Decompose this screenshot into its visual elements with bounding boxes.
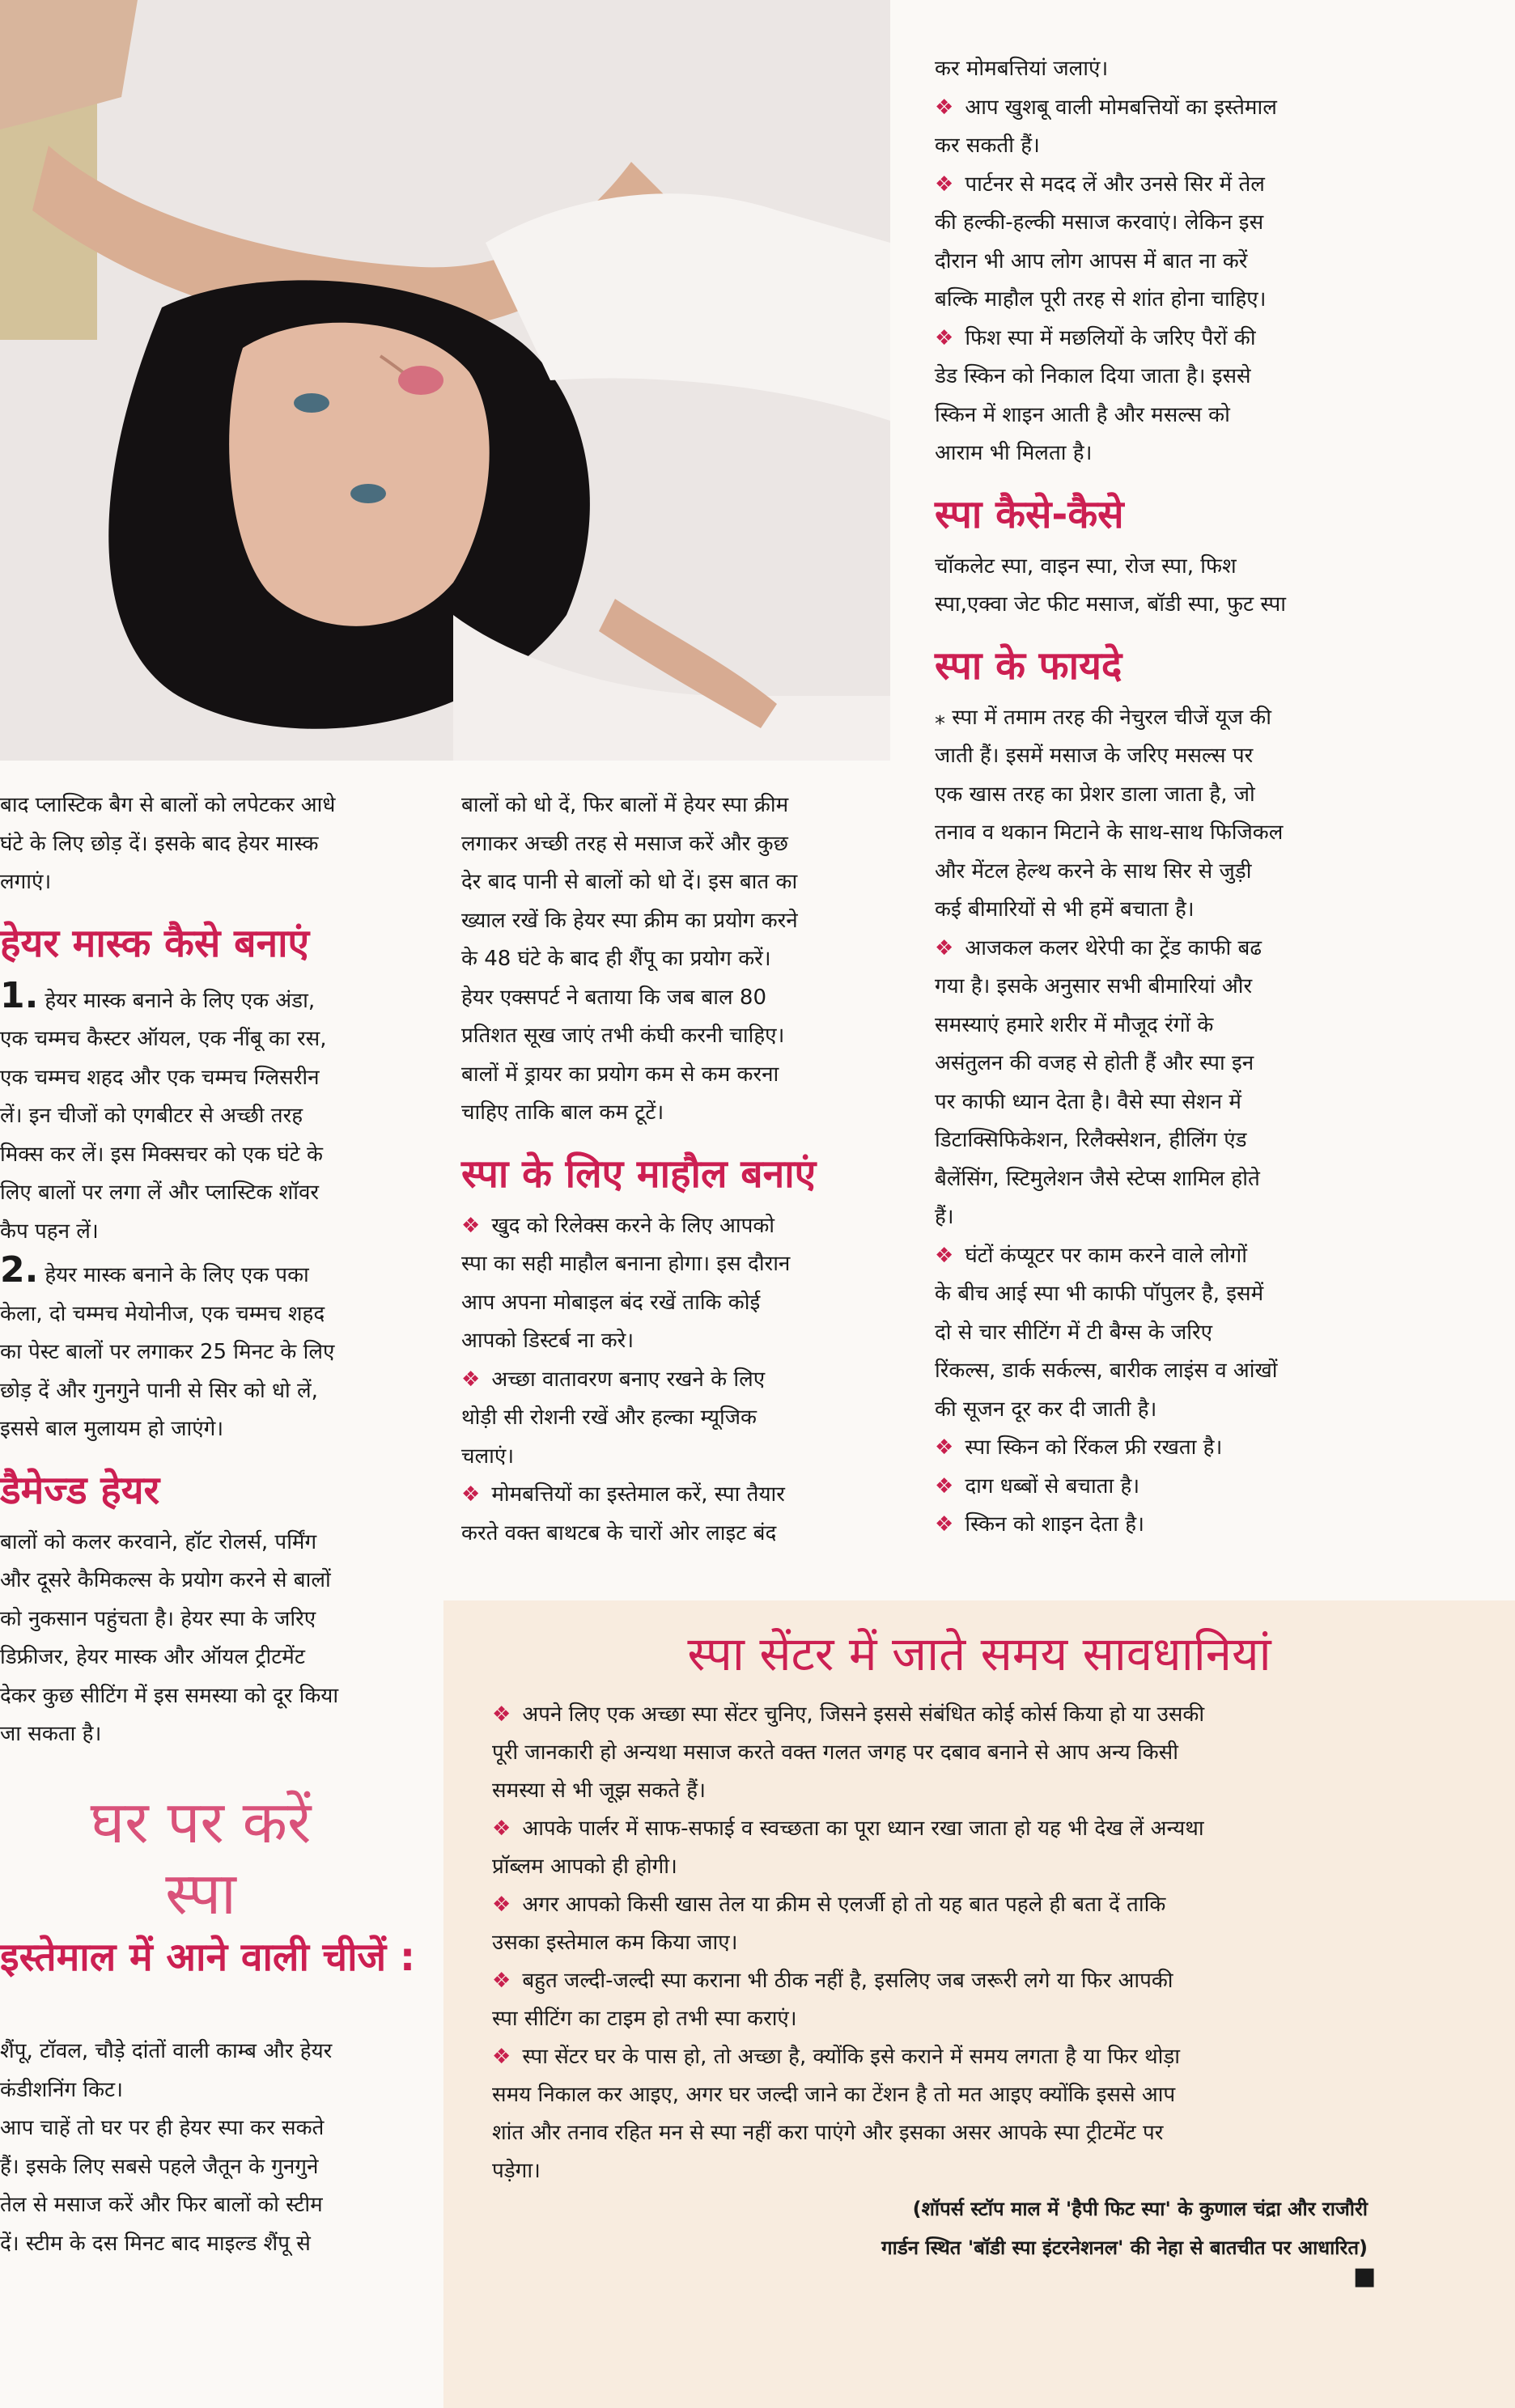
benefits-line: एक खास तरह का प्रेशर डाला जाता है, जो: [935, 782, 1255, 807]
benefits-line: और मेंटल हेल्थ करने के साथ सिर से जुड़ी: [935, 858, 1252, 884]
heading-spa-ambience: स्पा के लिए माहौल बनाएं: [461, 1151, 817, 1197]
benefits-line: डिटाक्सिफिकेशन, रिलैक्सेशन, हीलिंग एंड: [935, 1128, 1247, 1152]
spa-types-line: स्पा,एक्वा जेट फीट मसाज, बॉडी स्पा, फुट स्पा: [935, 592, 1287, 617]
bullet-icon: ❖: [492, 1969, 511, 1993]
precaution-line: उसका इस्तेमाल कम किया जाए।: [492, 1931, 738, 1955]
precaution-line: समस्या से भी जूझ सकते हैं।: [492, 1778, 706, 1803]
bullet-icon: ❖: [935, 95, 954, 120]
mid-line: देर बाद पानी से बालों को धो दें। इस बात का: [461, 870, 798, 894]
right-line: दौरान भी आप लोग आपस में बात ना करें: [935, 248, 1248, 273]
benefits-line: के बीच आई स्पा भी काफी पॉपुलर है, इसमें: [935, 1282, 1264, 1306]
left-intro-line: बाद प्लास्टिक बैग से बालों को लपेटकर आधे: [0, 793, 336, 817]
mask-step-1-line: एक चम्मच कैस्टर ऑयल, एक नींबू का रस,: [0, 1027, 327, 1051]
items-line: शैंपू, टॉवल, चौड़े दांतों वाली काम्ब और हेयर: [0, 2039, 333, 2063]
precautions-body: [492, 1696, 1487, 2190]
right-line: स्किन में शाइन आती है और मसल्स को: [935, 402, 1230, 427]
bullet-icon: ❖: [492, 1702, 511, 1727]
items-line: दें। स्टीम के दस मिनट बाद माइल्ड शैंपू से: [0, 2231, 311, 2256]
benefits-line: समस्याएं हमारे शरीर में मौजूद रंगों के: [935, 1012, 1214, 1037]
benefits-line: ❖ स्किन को शाइन देता है।: [935, 1512, 1144, 1537]
mask-step-2-line: का पेस्ट बालों पर लगाकर 25 मिनट के लिए: [0, 1340, 335, 1364]
mask-step-1-line: कैप पहन लें।: [0, 1219, 99, 1244]
precaution-line: शांत और तनाव रहित मन से स्पा नहीं करा पाएंगे और इसका असर आपके स्पा ट्रीटमेंट पर: [492, 2121, 1164, 2145]
bullet-icon: ❖: [935, 1473, 954, 1499]
damaged-line: देकर कुछ सीटिंग में इस समस्या को दूर किया: [0, 1683, 339, 1708]
mid-line: लगाकर अच्छी तरह से मसाज करें और कुछ: [461, 831, 788, 856]
ambience-line: थोड़ी सी रोशनी रखें और हल्का म्यूजिक: [461, 1405, 757, 1430]
precaution-line: ❖ बहुत जल्दी-जल्दी स्पा कराना भी ठीक नहीं है, इसलिए जब जरूरी लगे या फिर आपकी: [492, 1969, 1173, 1993]
heading-spa-types: स्पा कैसे-कैसे: [935, 491, 1124, 537]
hero-photo: [0, 0, 890, 761]
precaution-line: ❖ अपने लिए एक अच्छा स्पा सेंटर चुनिए, जिसने इससे संबंधित कोई कोर्स किया हो या उसकी: [492, 1702, 1205, 1727]
precaution-line: प्रॉब्लम आपको ही होगी।: [492, 1855, 677, 1879]
bullet-icon: ❖: [492, 1817, 511, 1841]
middle-column: [461, 786, 898, 1553]
bullet-icon: ❖: [461, 1367, 481, 1392]
spa-types-line: चॉकलेट स्पा, वाइन स्पा, रोज स्पा, फिश: [935, 553, 1237, 579]
mid-line: बालों में ड्रायर का प्रयोग कम से कम करना: [461, 1062, 779, 1087]
benefits-line: असंतुलन की वजह से होती हैं और स्पा इन: [935, 1051, 1254, 1075]
bullet-icon: ❖: [461, 1482, 481, 1507]
precaution-line: ❖ अगर आपको किसी खास तेल या क्रीम से एलर्जी हो तो यह बात पहले ही बता दें ताकि: [492, 1893, 1166, 1917]
right-line: ❖ फिश स्पा में मछलियों के जरिए पैरों की: [935, 325, 1256, 350]
right-line: की हल्की-हल्की मसाज करवाएं। लेकिन इस: [935, 210, 1264, 235]
bullet-icon: ❖: [935, 1435, 954, 1460]
ambience-line: स्पा का सही माहौल बनाना होगा। इस दौरान: [461, 1252, 791, 1276]
mask-step-2-line: छोड़ दें और गुनगुने पानी से सिर को धो लें,: [0, 1378, 318, 1403]
mask-step-2-line: 2. हेयर मास्क बनाने के लिए एक पका: [0, 1249, 309, 1291]
benefits-line: गया है। इसके अनुसार सभी बीमारियां और: [935, 974, 1253, 998]
source-credit-line: (शॉपर्स स्टॉप माल में 'हैपी फिट स्पा' के कुणाल चंद्रा और राजौरी: [912, 2198, 1368, 2220]
end-mark-icon: ■: [1353, 2262, 1377, 2291]
bullet-icon: ❖: [492, 2045, 511, 2069]
ambience-line: चलाएं।: [461, 1444, 515, 1469]
mid-line: चाहिए ताकि बाल कम टूटें।: [461, 1100, 664, 1125]
right-line: ❖ आप खुशबू वाली मोमबत्तियों का इस्तेमाल: [935, 95, 1277, 120]
right-line: ❖ पार्टनर से मदद लें और उनसे सिर में तेल: [935, 172, 1265, 197]
section-title-home-spa: घर पर करें स्पा: [90, 1788, 312, 1927]
right-line: बल्कि माहौल पूरी तरह से शांत होना चाहिए।: [935, 287, 1267, 312]
mask-step-2-line: इससे बाल मुलायम हो जाएंगे।: [0, 1417, 224, 1441]
ambience-line: ❖ अच्छा वातावरण बनाए रखने के लिए: [461, 1367, 766, 1392]
mask-step-2-line: केला, दो चम्मच मेयोनीज, एक चम्मच शहद: [0, 1301, 325, 1326]
precaution-line: पड़ेगा।: [492, 2159, 541, 2183]
benefits-line: ❖ घंटों कंप्यूटर पर काम करने वाले लोगों: [935, 1243, 1247, 1268]
heading-damaged-hair: डैमेज्ड हेयर: [0, 1467, 160, 1513]
mid-line: ख्याल रखें कि हेयर स्पा क्रीम का प्रयोग करने: [461, 908, 798, 933]
damaged-line: डिफ्रीजर, हेयर मास्क और ऑयल ट्रीटमेंट: [0, 1645, 305, 1669]
damaged-line: बालों को कलर करवाने, हॉट रोलर्स, पर्मिंग: [0, 1529, 317, 1554]
damaged-line: और दूसरे कैमिकल्स के प्रयोग करने से बालों: [0, 1568, 331, 1592]
benefits-line: दो से चार सीटिंग में टी बैग्स के जरिए: [935, 1320, 1213, 1345]
mid-line: हेयर एक्सपर्ट ने बताया कि जब बाल 80: [461, 985, 766, 1010]
benefits-line: ❖ दाग धब्बों से बचाता है।: [935, 1473, 1140, 1499]
mask-step-1-line: लें। इन चीजों को एगबीटर से अच्छी तरह: [0, 1104, 303, 1128]
benefits-line: रिंकल्स, डार्क सर्कल्स, बारीक लाइंस व आंखों: [935, 1359, 1278, 1383]
benefits-line: ⁎ स्पा में तमाम तरह की नेचुरल चीजें यूज की: [935, 705, 1271, 730]
right-line: डेड स्किन को निकाल दिया जाता है। इससे: [935, 364, 1251, 388]
precaution-line: ❖ आपके पार्लर में साफ-सफाई व स्वच्छता का पूरा ध्यान रखा जाता हो यह भी देख लें अन्यथा: [492, 1817, 1204, 1841]
benefits-line: की सूजन दूर कर दी जाती है।: [935, 1397, 1157, 1422]
benefits-line: पर काफी ध्यान देता है। वैसे स्पा सेशन में: [935, 1089, 1241, 1114]
right-column: [935, 50, 1388, 1545]
benefits-line: तनाव व थकान मिटाने के साथ-साथ फिजिकल: [935, 820, 1284, 845]
heading-items-used: इस्तेमाल में आने वाली चीजें :: [0, 1935, 416, 1980]
bullet-icon: ❖: [461, 1213, 481, 1238]
bullet-icon: ❖: [935, 1243, 954, 1268]
ambience-line: ❖ मोमबत्तियों का इस्तेमाल करें, स्पा तैयार: [461, 1482, 785, 1507]
heading-hair-mask: हेयर मास्क कैसे बनाएं: [0, 920, 310, 966]
left-intro-line: लगाएं।: [0, 870, 52, 894]
step-number: 1.: [0, 974, 39, 1016]
woman-photo-illustration: [0, 0, 890, 761]
step-number: 2.: [0, 1249, 39, 1291]
benefits-line: बैलेंसिंग, स्टिमुलेशन जैसे स्टेप्स शामिल होते: [935, 1166, 1260, 1191]
right-line: कर मोमबत्तियां जलाएं।: [935, 57, 1109, 81]
benefits-line: हैं।: [935, 1205, 954, 1229]
damaged-line: को नुकसान पहुंचता है। हेयर स्पा के जरिए: [0, 1606, 316, 1631]
bullet-icon: ❖: [492, 1893, 511, 1917]
benefits-line: कई बीमारियों से भी हमें बचाता है।: [935, 897, 1195, 922]
items-line: आप चाहें तो घर पर ही हेयर स्पा कर सकते: [0, 2116, 325, 2140]
items-line: कंडीशनिंग किट।: [0, 2077, 124, 2102]
source-credit-line: गार्डन स्थित 'बॉडी स्पा इंटरनेशनल' की नेहा से बातचीत पर आधारित): [881, 2236, 1368, 2259]
mask-step-1-line: एक चम्मच शहद और एक चम्मच ग्लिसरीन: [0, 1065, 320, 1090]
mid-line: प्रतिशत सूख जाएं तभी कंघी करनी चाहिए।: [461, 1024, 785, 1048]
precaution-line: पूरी जानकारी हो अन्यथा मसाज करते वक्त गलत जगह पर दबाव बनाने से आप अन्य किसी: [492, 1740, 1178, 1765]
right-line: आराम भी मिलता है।: [935, 441, 1093, 465]
precaution-line: समय निकाल कर आइए, अगर घर जल्दी जाने का टेंशन है तो मत आइए क्योंकि इससे आप: [492, 2083, 1176, 2107]
benefits-line: ❖ स्पा स्किन को रिंकल फ्री रखता है।: [935, 1435, 1223, 1460]
mid-line: के 48 घंटे के बाद ही शैंपू का प्रयोग करें।: [461, 947, 771, 971]
mask-step-1-line: 1. हेयर मास्क बनाने के लिए एक अंडा,: [0, 974, 316, 1016]
benefits-line: जाती हैं। इसमें मसाज के जरिए मसल्स पर: [935, 744, 1254, 768]
damaged-line: जा सकता है।: [0, 1722, 102, 1746]
left-intro-line: घंटे के लिए छोड़ दें। इसके बाद हेयर मास्क: [0, 831, 319, 856]
items-line: तेल से मसाज करें और फिर बालों को स्टीम: [0, 2193, 323, 2217]
ambience-line: करते वक्त बाथटब के चारों ओर लाइट बंद: [461, 1520, 777, 1545]
items-column: [0, 2033, 437, 2263]
mid-line: बालों को धो दें, फिर बालों में हेयर स्पा क्रीम: [461, 793, 789, 817]
right-line: कर सकती हैं।: [935, 134, 1040, 158]
benefits-line: ❖ आजकल कलर थेरेपी का ट्रेंड काफी बढ: [935, 935, 1262, 960]
bullet-icon: ❖: [935, 935, 954, 960]
mask-step-1-line: लिए बालों पर लगा लें और प्लास्टिक शॉवर: [0, 1181, 320, 1205]
ambience-line: ❖ खुद को रिलेक्स करने के लिए आपको: [461, 1213, 775, 1238]
precautions-title: स्पा सेंटर में जाते समय सावधानियां: [687, 1626, 1271, 1681]
bullet-icon: ❖: [935, 172, 954, 197]
left-column: [0, 786, 437, 1754]
mask-step-1-line: मिक्स कर लें। इस मिक्सचर को एक घंटे के: [0, 1142, 323, 1167]
bullet-icon: ❖: [935, 1512, 954, 1537]
precaution-line: ❖ स्पा सेंटर घर के पास हो, तो अच्छा है, क्योंकि इसे कराने में समय लगता है या फिर थोड़ा: [492, 2045, 1181, 2069]
precaution-line: स्पा सीटिंग का टाइम हो तभी स्पा कराएं।: [492, 2007, 797, 2031]
ambience-line: आप अपना मोबाइल बंद रखें ताकि कोई: [461, 1290, 761, 1315]
items-line: हैं। इसके लिए सबसे पहले जैतून के गुनगुने: [0, 2154, 319, 2179]
ambience-line: आपको डिस्टर्ब ना करे।: [461, 1329, 634, 1353]
heading-spa-benefits: स्पा के फायदे: [935, 642, 1122, 689]
bullet-icon: ❖: [935, 325, 954, 350]
